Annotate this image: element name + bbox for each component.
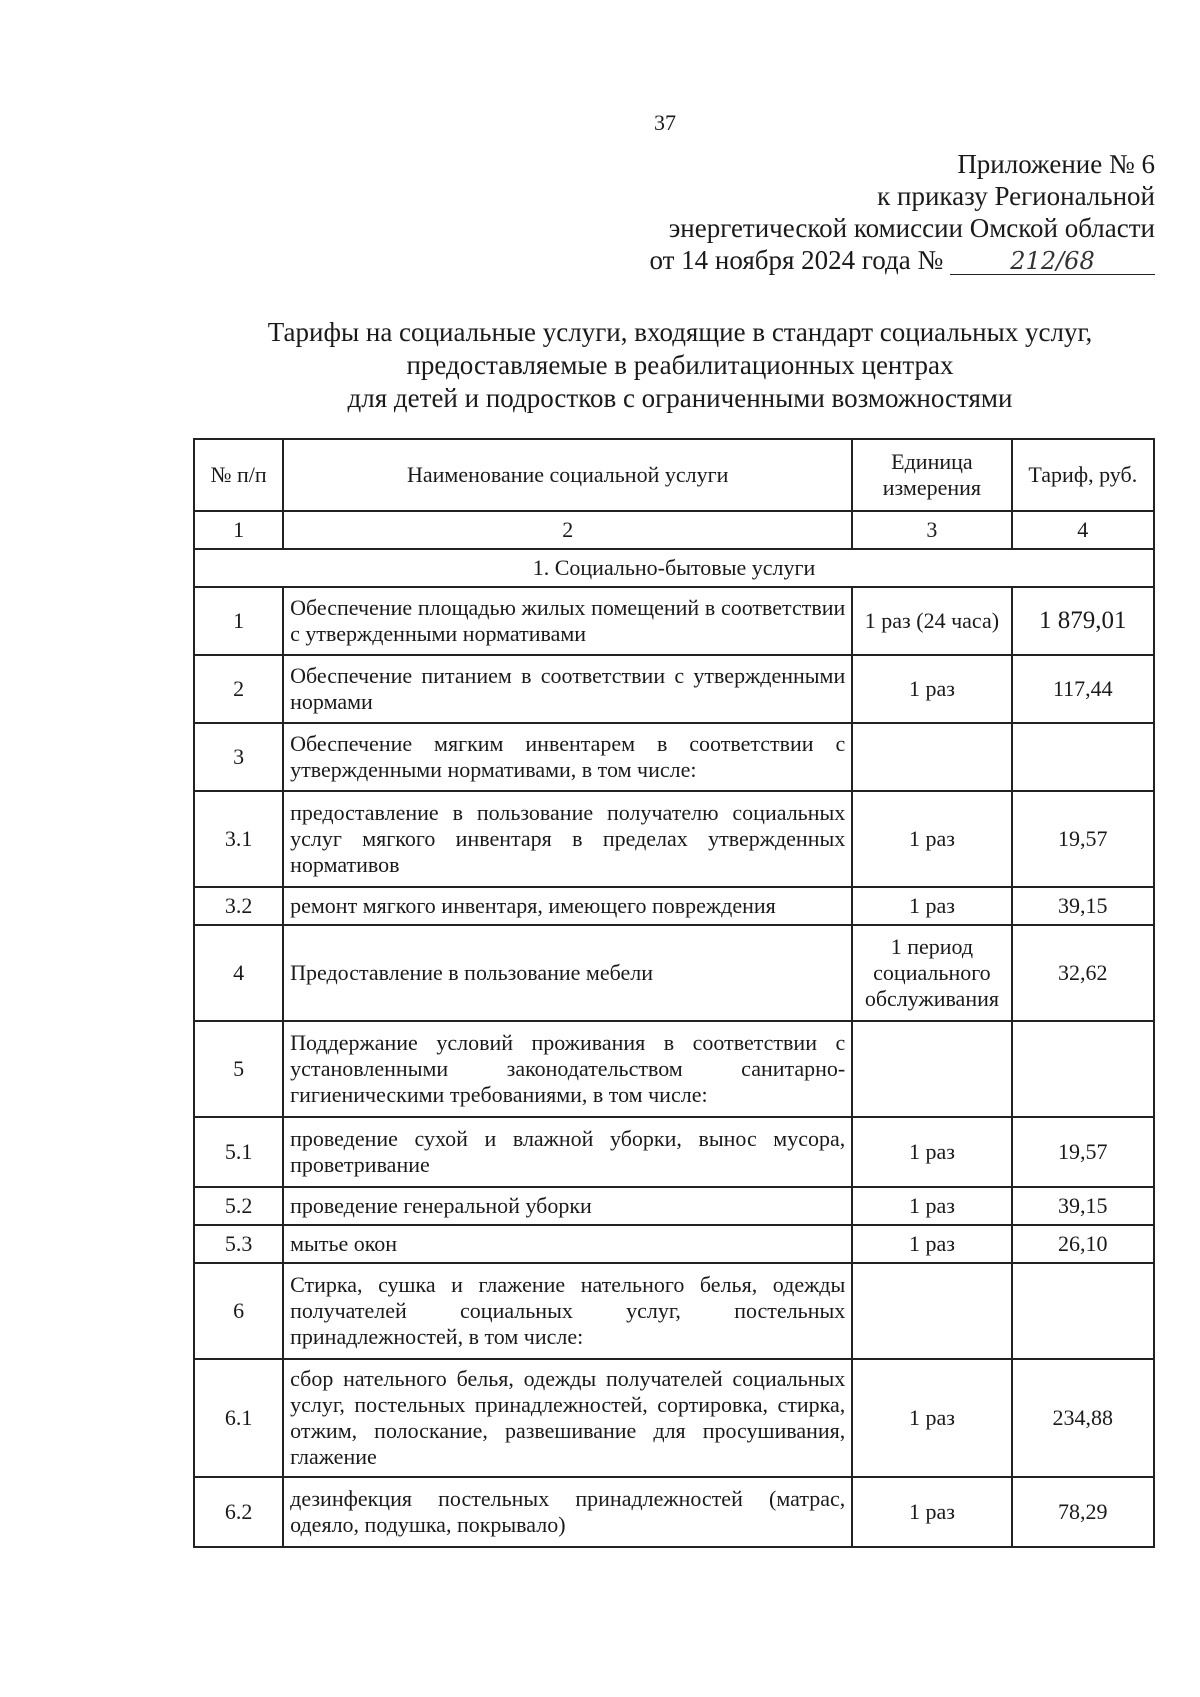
row-name: дезинфекция постельных принадлежностей (матрас, одеяло, подушка, покрывало) xyxy=(283,1477,852,1547)
table-row xyxy=(194,1187,1154,1225)
order-number-handwritten: 212/68 xyxy=(950,248,1155,275)
row-num: 4 xyxy=(194,925,283,1021)
column-number-row xyxy=(194,511,1154,549)
row-name: ремонт мягкого инвентаря, имеющего повреждения xyxy=(283,887,852,925)
row-name: мытье окон xyxy=(283,1225,852,1263)
row-tariff: 26,10 xyxy=(1012,1225,1154,1263)
row-num: 6.2 xyxy=(194,1477,283,1547)
header-num: № п/п xyxy=(194,439,283,511)
appendix-header xyxy=(455,148,1155,276)
row-unit xyxy=(852,1263,1011,1359)
row-name: Обеспечение площадью жилых помещений в соответствии с утвержденными нормативами xyxy=(283,587,852,655)
row-unit: 1 раз (24 часа) xyxy=(852,587,1011,655)
table-row xyxy=(194,1263,1154,1359)
row-name: Поддержание условий проживания в соответствии с установленными законодательством санитарно-гигиеническими требованиями, в том числе: xyxy=(283,1021,852,1117)
tariffs-table xyxy=(193,438,1155,1548)
header-name: Наименование социальной услуги xyxy=(283,439,852,511)
row-unit xyxy=(852,723,1011,791)
row-num: 5.3 xyxy=(194,1225,283,1263)
column-number: 4 xyxy=(1012,511,1154,549)
row-num: 6 xyxy=(194,1263,283,1359)
row-num: 3.1 xyxy=(194,791,283,887)
table-row xyxy=(194,1225,1154,1263)
table-header-row xyxy=(194,439,1154,511)
table-row xyxy=(194,723,1154,791)
row-tariff xyxy=(1012,723,1154,791)
row-num: 1 xyxy=(194,587,283,655)
row-name: проведение сухой и влажной уборки, вынос мусора, проветривание xyxy=(283,1117,852,1187)
row-unit xyxy=(852,1021,1011,1117)
row-num: 6.1 xyxy=(194,1359,283,1477)
row-tariff: 117,44 xyxy=(1012,655,1154,723)
row-unit: 1 период социального обслуживания xyxy=(852,925,1011,1021)
title-line-1: Тарифы на социальные услуги, входящие в стандарт социальных услуг, xyxy=(267,317,1093,347)
appendix-commission: энергетической комиссии Омской области xyxy=(668,213,1155,243)
column-number: 3 xyxy=(852,511,1011,549)
table-row xyxy=(194,791,1154,887)
row-num: 5.2 xyxy=(194,1187,283,1225)
row-unit: 1 раз xyxy=(852,887,1011,925)
row-name: Предоставление в пользование мебели xyxy=(283,925,852,1021)
row-name: Обеспечение питанием в соответствии с утвержденными нормами xyxy=(283,655,852,723)
title-line-2: предоставляемые в реабилитационных центрах xyxy=(406,350,954,380)
row-tariff xyxy=(1012,1021,1154,1117)
table-row xyxy=(194,1117,1154,1187)
row-name: предоставление в пользование получателю социальных услуг мягкого инвентаря в пределах утвержденных нормативов xyxy=(283,791,852,887)
table-row xyxy=(194,1477,1154,1547)
appendix-order-ref: к приказу Региональной xyxy=(877,181,1155,211)
table-row xyxy=(194,925,1154,1021)
row-num: 3.2 xyxy=(194,887,283,925)
title-line-3: для детей и подростков с ограниченными возможностями xyxy=(347,383,1013,413)
section-row xyxy=(194,549,1154,587)
table-row xyxy=(194,655,1154,723)
row-num: 3 xyxy=(194,723,283,791)
row-tariff: 1 879,01 xyxy=(1012,587,1154,655)
header-unit: Единица измерения xyxy=(852,439,1011,511)
appendix-title: Приложение № 6 xyxy=(957,149,1155,179)
table-row xyxy=(194,887,1154,925)
row-num: 2 xyxy=(194,655,283,723)
table-row xyxy=(194,1021,1154,1117)
document-title xyxy=(210,316,1150,415)
row-tariff: 19,57 xyxy=(1012,791,1154,887)
table-row xyxy=(194,1359,1154,1477)
row-tariff: 19,57 xyxy=(1012,1117,1154,1187)
row-unit: 1 раз xyxy=(852,1187,1011,1225)
row-num: 5 xyxy=(194,1021,283,1117)
row-name: проведение генеральной уборки xyxy=(283,1187,852,1225)
section-title: 1. Социально-бытовые услуги xyxy=(194,549,1154,587)
row-num: 5.1 xyxy=(194,1117,283,1187)
row-tariff: 234,88 xyxy=(1012,1359,1154,1477)
row-unit: 1 раз xyxy=(852,1477,1011,1547)
appendix-order-date xyxy=(455,244,1155,276)
order-date-text: от 14 ноября 2024 года № xyxy=(649,245,944,275)
row-tariff: 32,62 xyxy=(1012,925,1154,1021)
row-tariff: 78,29 xyxy=(1012,1477,1154,1547)
row-name: сбор нательного белья, одежды получателей социальных услуг, постельных принадлежностей, сортировка, стирка, отжим, полоскание, развешивание для просушивания, глажение xyxy=(283,1359,852,1477)
row-unit: 1 раз xyxy=(852,791,1011,887)
row-unit: 1 раз xyxy=(852,1225,1011,1263)
row-tariff: 39,15 xyxy=(1012,1187,1154,1225)
column-number: 2 xyxy=(283,511,852,549)
header-tariff: Тариф, руб. xyxy=(1012,439,1154,511)
row-unit: 1 раз xyxy=(852,1117,1011,1187)
row-tariff: 39,15 xyxy=(1012,887,1154,925)
column-number: 1 xyxy=(194,511,283,549)
row-unit: 1 раз xyxy=(852,1359,1011,1477)
table-row xyxy=(194,587,1154,655)
row-tariff xyxy=(1012,1263,1154,1359)
row-name: Обеспечение мягким инвентарем в соответствии с утвержденными нормативами, в том числе: xyxy=(283,723,852,791)
page-number: 37 xyxy=(654,110,676,135)
row-name: Стирка, сушка и глажение нательного белья, одежды получателей социальных услуг, постельных принадлежностей, в том числе: xyxy=(283,1263,852,1359)
row-unit: 1 раз xyxy=(852,655,1011,723)
